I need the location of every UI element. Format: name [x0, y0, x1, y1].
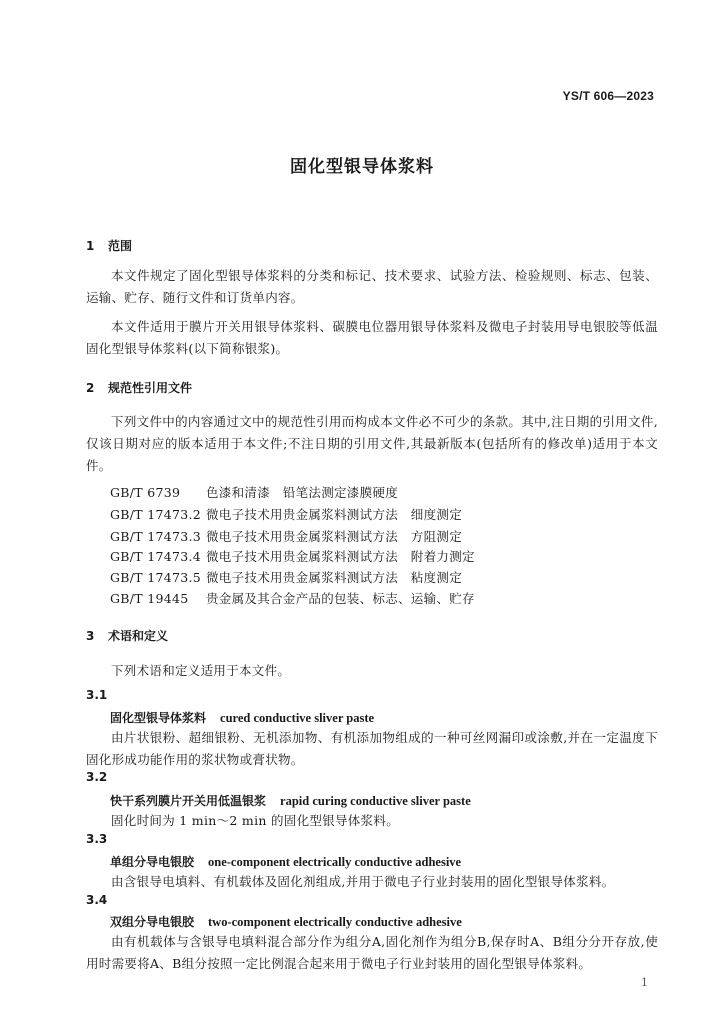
term-number: 3.2: [86, 770, 108, 784]
reference-code: GB/T 17473.3: [110, 529, 201, 544]
standard-number: YS/T 606—2023: [562, 89, 654, 103]
term-chinese: 单组分导电银胶: [110, 855, 195, 869]
section-3-heading: [86, 627, 168, 644]
section-title: 术语和定义: [108, 629, 169, 643]
term-chinese: 双组分导电银胶: [110, 915, 195, 929]
section-1-paragraph-2: 本文件适用于膜片开关用银导体浆料、碳膜电位器用银导体浆料及微电子封装用导电银胶等低温固化型银导体浆料(以下简称银浆)。: [86, 319, 658, 356]
term-english: two-component electrically conductive adhesive: [208, 915, 462, 929]
reference-name: 色漆和清漆 铅笔法测定漆膜硬度: [206, 485, 399, 500]
term-number: 3.1: [86, 688, 108, 702]
section-number: 2: [86, 381, 95, 395]
reference-item: [110, 527, 462, 545]
term-english: cured conductive sliver paste: [220, 711, 375, 725]
reference-item: [110, 505, 462, 523]
term-definition: 固化时间为 1 min～2 min 的固化型银导体浆料。: [111, 813, 400, 828]
reference-item: [110, 589, 475, 607]
term-definition: 由片状银粉、超细银粉、无机添加物、有机添加物组成的一种可丝网漏印或涂敷,并在一定温度下固化形成功能作用的浆状物或膏状物。: [86, 730, 658, 767]
term-definition: 由含银导电填料、有机载体及固化剂组成,并用于微电子行业封装用的固化型银导体浆料。: [111, 874, 615, 889]
reference-name: 微电子技术用贵金属浆料测试方法 附着力测定: [206, 549, 475, 564]
reference-item: [110, 547, 475, 565]
section-2-heading: [86, 379, 192, 396]
section-1-paragraph-1: 本文件规定了固化型银导体浆料的分类和标记、技术要求、试验方法、检验规则、标志、包装、运输、贮存、随行文件和订货单内容。: [86, 268, 658, 305]
section-title: 规范性引用文件: [108, 381, 193, 395]
term-number: 3.3: [86, 832, 108, 846]
reference-code: GB/T 6739: [110, 485, 181, 500]
term-heading: [110, 709, 374, 726]
term-english: rapid curing conductive sliver paste: [280, 794, 471, 808]
document-title: 固化型银导体浆料: [290, 157, 434, 177]
reference-code: GB/T 17473.2: [110, 507, 201, 522]
term-english: one-component electrically conductive adhesive: [208, 855, 462, 869]
term-heading: [110, 792, 471, 809]
term-definition: 由有机载体与含银导电填料混合部分作为组分A,固化剂作为组分B,保存时A、B组分分开存放,使用时需要将A、B组分按照一定比例混合起来用于微电子行业封装用的固化型银导体浆料。: [86, 934, 658, 971]
section-3-intro: 下列术语和定义适用于本文件。: [111, 663, 291, 678]
term-chinese: 固化型银导体浆料: [110, 711, 207, 725]
reference-name: 微电子技术用贵金属浆料测试方法 粘度测定: [206, 570, 463, 585]
reference-name: 微电子技术用贵金属浆料测试方法 方阻测定: [206, 529, 463, 544]
reference-code: GB/T 19445: [110, 591, 189, 606]
reference-code: GB/T 17473.5: [110, 570, 201, 585]
term-chinese: 快干系列膜片开关用低温银浆: [110, 794, 267, 808]
reference-item: [110, 483, 398, 501]
section-title: 范围: [108, 239, 133, 253]
term-heading: [110, 853, 461, 870]
term-heading: [110, 913, 462, 930]
term-number: 3.4: [86, 893, 108, 907]
section-number: 1: [86, 239, 95, 253]
section-2-paragraph-1: 下列文件中的内容通过文中的规范性引用而构成本文件必不可少的条款。其中,注日期的引用文件,仅该日期对应的版本适用于本文件;不注日期的引用文件,其最新版本(包括所有的修改单)适用于本文件。: [86, 414, 658, 473]
section-1-heading: [86, 237, 132, 254]
reference-name: 贵金属及其合金产品的包装、标志、运输、贮存: [206, 591, 475, 606]
reference-item: [110, 568, 462, 586]
section-number: 3: [86, 629, 95, 643]
page-number: 1: [641, 976, 648, 989]
reference-name: 微电子技术用贵金属浆料测试方法 细度测定: [206, 507, 463, 522]
reference-code: GB/T 17473.4: [110, 549, 201, 564]
